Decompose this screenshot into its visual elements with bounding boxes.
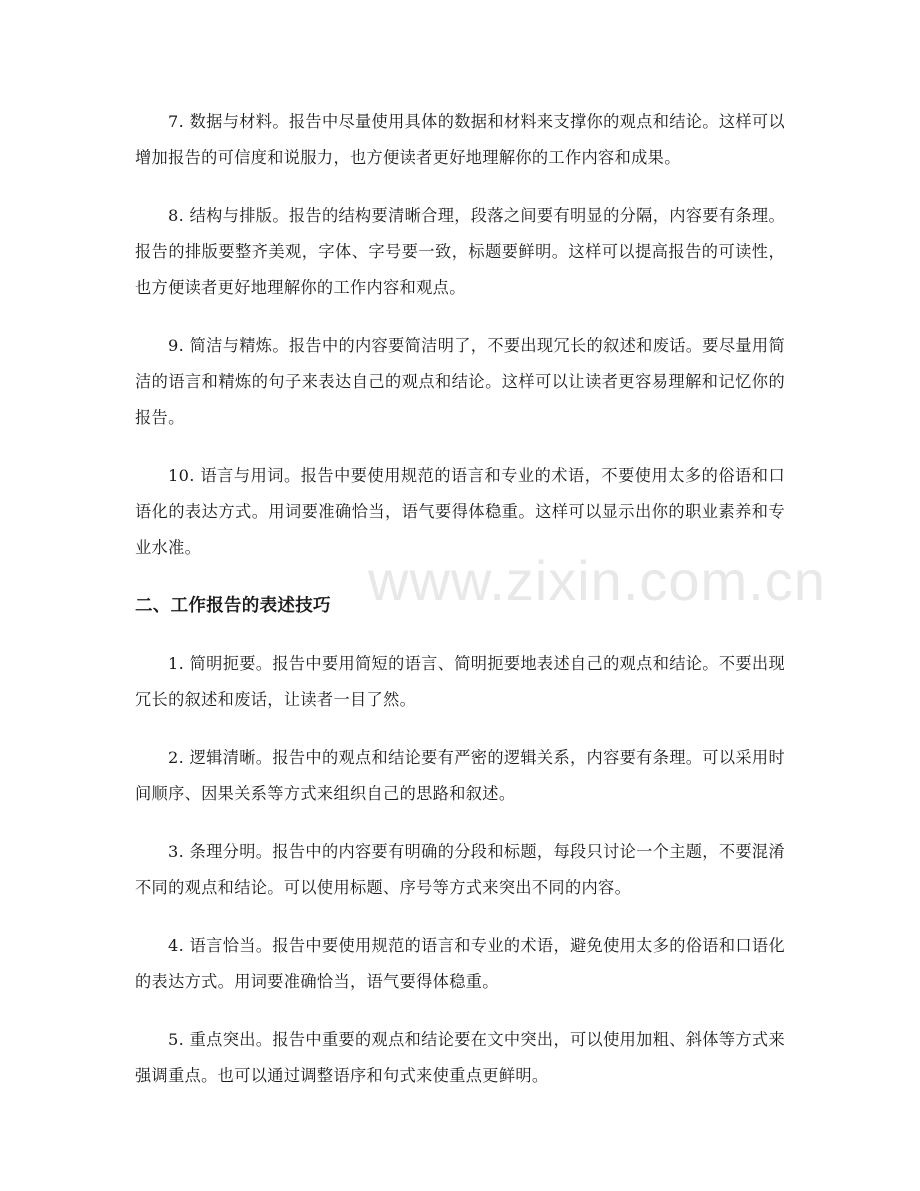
section-heading: 二、工作报告的表述技巧 (135, 596, 331, 616)
paragraph-tip-4: 4. 语言恰当。报告中要使用规范的语言和专业的术语，避免使用太多的俗语和口语化的表达方式。用词要准确恰当，语气要得体稳重。 (135, 936, 785, 991)
paragraph-tip-3: 3. 条理分明。报告中的内容要有明确的分段和标题，每段只讨论一个主题，不要混淆不同的观点和结论。可以使用标题、序号等方式来突出不同的内容。 (135, 842, 785, 897)
paragraph-tip-1: 1. 简明扼要。报告中要用简短的语言、简明扼要地表述自己的观点和结论。不要出现冗长的叙述和废话，让读者一目了然。 (135, 654, 785, 709)
paragraph-item-9: 9. 简洁与精炼。报告中的内容要简洁明了，不要出现冗长的叙述和废话。要尽量用简洁的语言和精炼的句子来表达自己的观点和结论。这样可以让读者更容易理解和记忆你的报告。 (135, 336, 785, 427)
watermark: www.zixin.com.cn (368, 549, 826, 612)
paragraph-item-7: 7. 数据与材料。报告中尽量使用具体的数据和材料来支撑你的观点和结论。这样可以增加报告的可信度和说服力，也方便读者更好地理解你的工作内容和成果。 (135, 112, 785, 167)
paragraph-item-10: 10. 语言与用词。报告中要使用规范的语言和专业的术语，不要使用太多的俗语和口语化的表达方式。用词要准确恰当，语气要得体稳重。这样可以显示出你的职业素养和专业水准。 (135, 466, 785, 557)
paragraph-item-8: 8. 结构与排版。报告的结构要清晰合理，段落之间要有明显的分隔，内容要有条理。报告的排版要整齐美观，字体、字号要一致，标题要鲜明。这样可以提高报告的可读性，也方便读者更好地理解你的工作内容和观点。 (135, 206, 785, 297)
paragraph-tip-5: 5. 重点突出。报告中重要的观点和结论要在文中突出，可以使用加粗、斜体等方式来强调重点。也可以通过调整语序和句式来使重点更鲜明。 (135, 1030, 785, 1085)
document-body (135, 104, 785, 1116)
paragraph-tip-2: 2. 逻辑清晰。报告中的观点和结论要有严密的逻辑关系，内容要有条理。可以采用时间顺序、因果关系等方式来组织自己的思路和叙述。 (135, 748, 785, 803)
